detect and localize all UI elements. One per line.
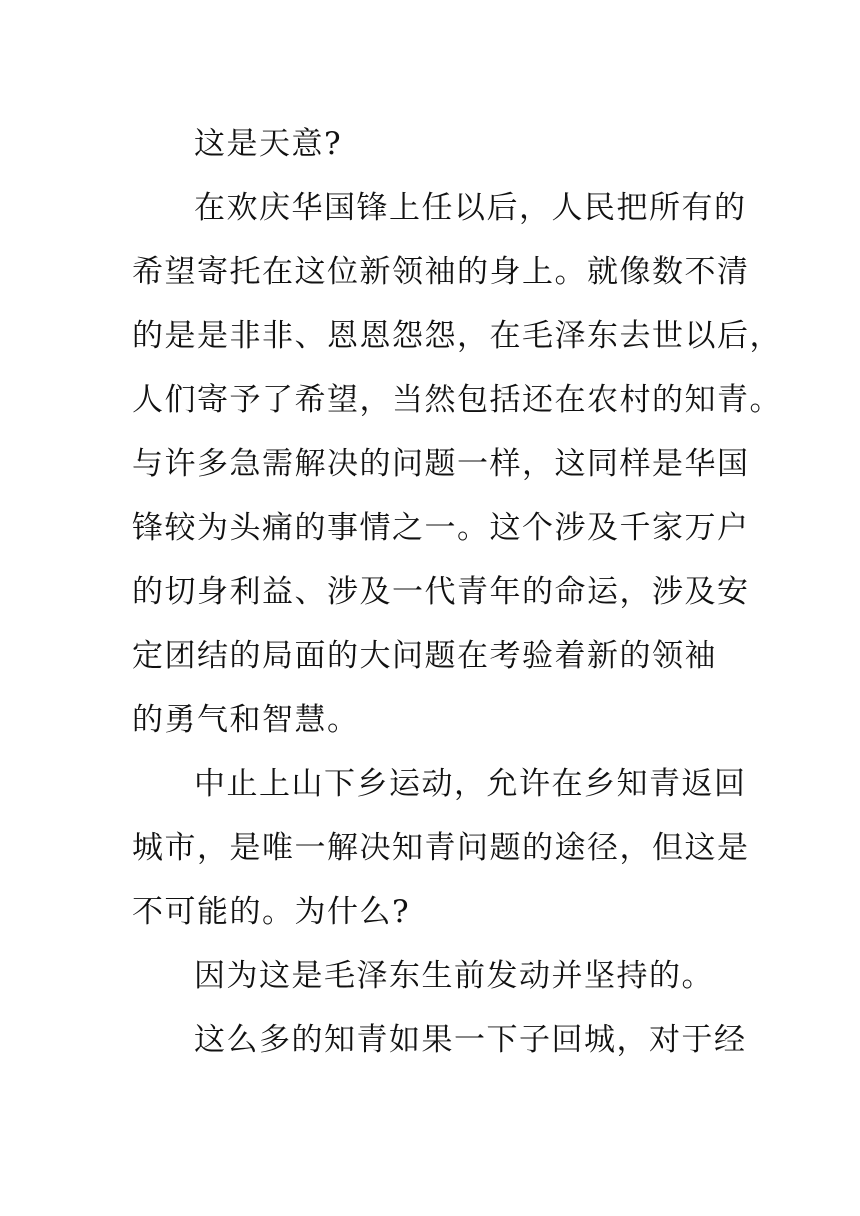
text-line: 不可能的。为什么? bbox=[132, 894, 411, 930]
text-line: 这是天意? bbox=[194, 126, 343, 162]
text-line: 因为这是毛泽东生前发动并坚持的。 bbox=[194, 958, 714, 994]
article-body bbox=[132, 112, 782, 1072]
text-line: 人们寄予了希望，当然包括还在农村的知青。 bbox=[132, 382, 782, 418]
text-line: 城市，是唯一解决知青问题的途径，但这是 bbox=[132, 830, 750, 866]
text-line: 的勇气和智慧。 bbox=[132, 702, 360, 738]
text-line: 在欢庆华国锋上任以后，人民把所有的 bbox=[194, 190, 747, 226]
text-line: 的是是非非、恩恩怨怨，在毛泽东去世以后， bbox=[132, 318, 782, 354]
text-line: 中止上山下乡运动，允许在乡知青返回 bbox=[194, 766, 747, 802]
text-line: 锋较为头痛的事情之一。这个涉及千家万户 bbox=[132, 510, 750, 546]
text-line: 与许多急需解决的问题一样，这同样是华国 bbox=[132, 446, 750, 482]
text-line: 这么多的知青如果一下子回城，对于经 bbox=[194, 1022, 747, 1058]
text-line: 希望寄托在这位新领袖的身上。就像数不清 bbox=[132, 254, 750, 290]
text-line: 定团结的局面的大问题在考验着新的领袖 bbox=[132, 638, 717, 674]
text-line: 的切身利益、涉及一代青年的命运，涉及安 bbox=[132, 574, 750, 610]
